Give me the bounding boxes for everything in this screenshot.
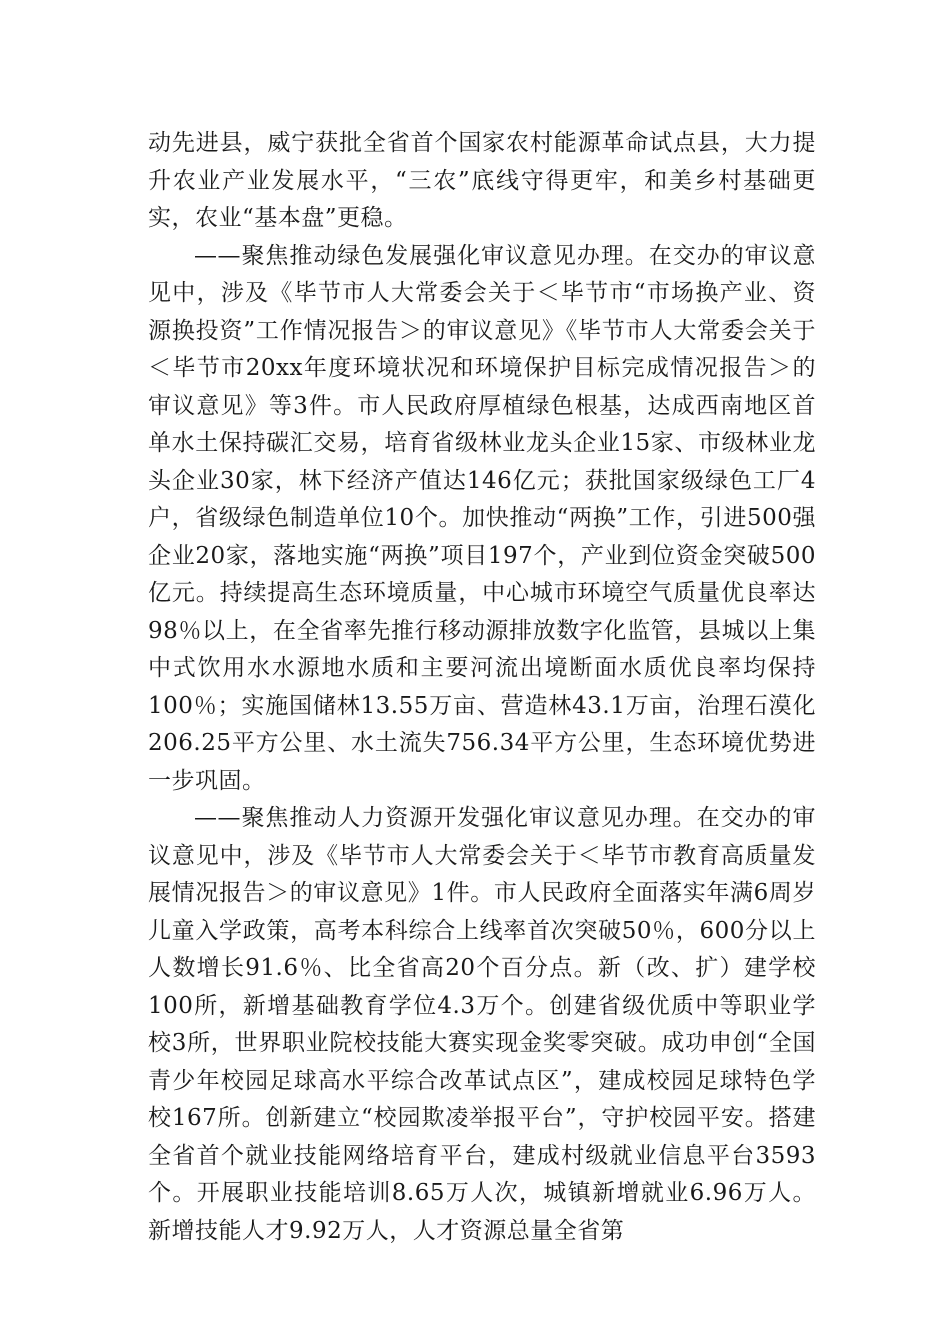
paragraph-green-development: ——聚焦推动绿色发展强化审议意见办理。在交办的审议意见中，涉及《毕节市人大常委会关于＜毕节市“市场换产业、资源换投资”工作情况报告＞的审议意见》《毕节市人大常委会关于＜毕节市20xx年度环境状况和环境保护目标完成情况报告＞的审议意见》等3件。市人民政府厚植绿色根基，达成西南地区首单水土保持碳汇交易，培育省级林业龙头企业15家、市级林业龙头企业30家，林下经济产值达146亿元；获批国家级绿色工厂4户，省级绿色制造单位10个。加快推动“两换”工作，引进500强企业20家，落地实施“两换”项目197个，产业到位资金突破500亿元。持续提高生态环境质量，中心城市环境空气质量优良率达98％以上，在全省率先推行移动源排放数字化监管，县城以上集中式饮用水水源地水质和主要河流出境断面水质优良率均保持100％；实施国储林13.55万亩、营造林43.1万亩，治理石漠化206.25平方公里、水土流失756.34平方公里，生态环境优势进一步巩固。 (148, 242, 816, 794)
document-body (148, 125, 816, 1250)
paragraph-human-resources: ——聚焦推动人力资源开发强化审议意见办理。在交办的审议意见中，涉及《毕节市人大常委会关于＜毕节市教育高质量发展情况报告＞的审议意见》1件。市人民政府全面落实年满6周岁儿童入学政策，高考本科综合上线率首次突破50％，600分以上人数增长91.6％、比全省高20个百分点。新（改、扩）建学校100所，新增基础教育学位4.3万个。创建省级优质中等职业学校3所，世界职业院校技能大赛实现金奖零突破。成功申创“全国青少年校园足球高水平综合改革试点区”，建成校园足球特色学校167所。创新建立“校园欺凌举报平台”，守护校园平安。搭建全省首个就业技能网络培育平台，建成村级就业信息平台3593个。开展职业技能培训8.65万人次，城镇新增就业6.96万人。新增技能人才9.92万人，人才资源总量全省第 (148, 805, 816, 1244)
paragraph-continuation: 动先进县，威宁获批全省首个国家农村能源革命试点县，大力提升农业产业发展水平，“三农”底线守得更牢，和美乡村基础更实，农业“基本盘”更稳。 (148, 130, 816, 231)
